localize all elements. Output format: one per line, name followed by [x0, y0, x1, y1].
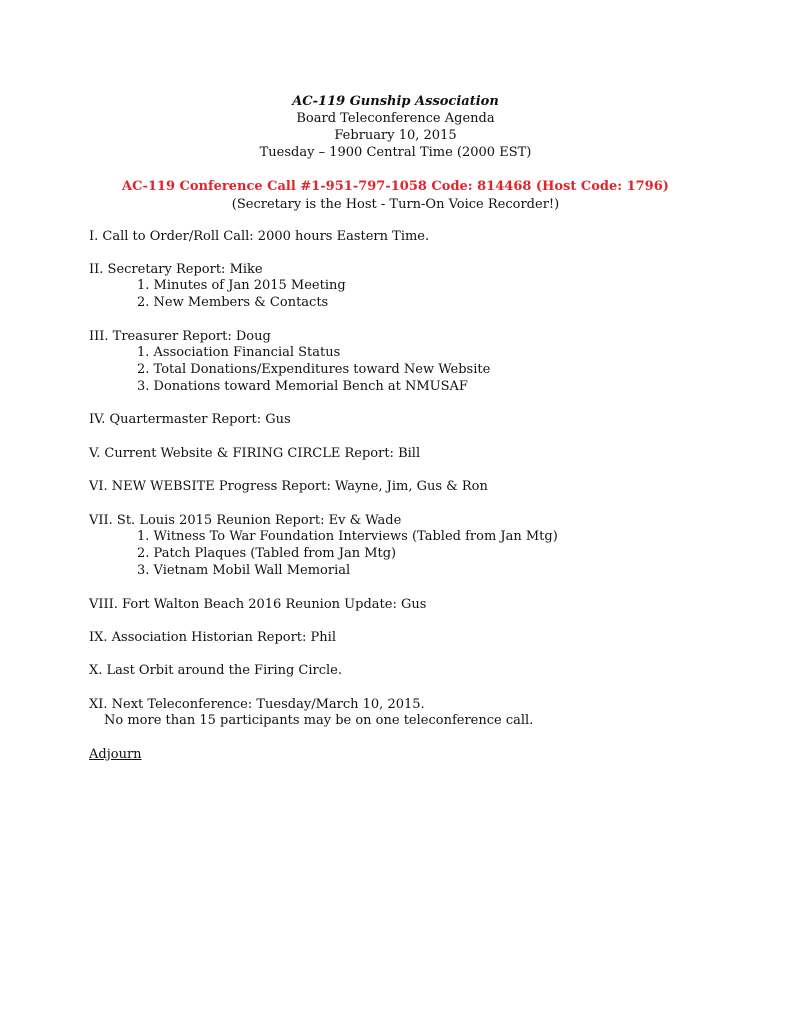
agenda-item-x: X. Last Orbit around the Firing Circle.	[89, 663, 343, 678]
adjourn-label: Adjourn	[89, 747, 142, 762]
agenda-subitem-iii-3: 3. Donations toward Memorial Bench at NMUSAF	[137, 379, 468, 394]
agenda-subitem-ii-1: 1. Minutes of Jan 2015 Meeting	[137, 278, 346, 293]
conference-call-line: AC-119 Conference Call #1-951-797-1058 Code: 814468 (Host Code: 1796)	[122, 179, 669, 194]
agenda-item-viii: VIII. Fort Walton Beach 2016 Reunion Update: Gus	[89, 597, 427, 612]
agenda-subitem-iii-1: 1. Association Financial Status	[137, 345, 341, 360]
agenda-title: Board Teleconference Agenda	[296, 111, 495, 126]
agenda-item-ix: IX. Association Historian Report: Phil	[89, 630, 336, 645]
agenda-subitem-ii-2: 2. New Members & Contacts	[137, 295, 329, 310]
agenda-subitem-vii-3: 3. Vietnam Mobil Wall Memorial	[137, 563, 351, 578]
organization-name: AC-119 Gunship Association	[292, 94, 499, 109]
agenda-item-xi-note: No more than 15 participants may be on one teleconference call.	[104, 713, 534, 728]
document-header	[0, 93, 791, 161]
agenda-item-ii: II. Secretary Report: Mike	[89, 262, 263, 277]
host-note: (Secretary is the Host - Turn-On Voice Recorder!)	[231, 197, 560, 212]
agenda-item-iii: III. Treasurer Report: Doug	[89, 329, 271, 344]
agenda-subitem-iii-2: 2. Total Donations/Expenditures toward New Website	[137, 362, 491, 377]
agenda-item-xi: XI. Next Teleconference: Tuesday/March 10, 2015.	[89, 697, 425, 712]
meeting-date: February 10, 2015	[334, 128, 457, 143]
agenda-item-vii: VII. St. Louis 2015 Reunion Report: Ev & Wade	[89, 513, 402, 528]
agenda-item-iv: IV. Quartermaster Report: Gus	[89, 412, 291, 427]
agenda-item-vi: VI. NEW WEBSITE Progress Report: Wayne, Jim, Gus & Ron	[89, 479, 488, 494]
conference-call-info	[0, 178, 791, 214]
agenda-item-v: V. Current Website & FIRING CIRCLE Report: Bill	[89, 446, 421, 461]
meeting-time: Tuesday – 1900 Central Time (2000 EST)	[259, 145, 532, 160]
agenda-subitem-vii-2: 2. Patch Plaques (Tabled from Jan Mtg)	[137, 546, 397, 561]
agenda-item-i: I. Call to Order/Roll Call: 2000 hours Eastern Time.	[89, 229, 430, 244]
agenda-subitem-vii-1: 1. Witness To War Foundation Interviews (Tabled from Jan Mtg)	[137, 529, 558, 544]
